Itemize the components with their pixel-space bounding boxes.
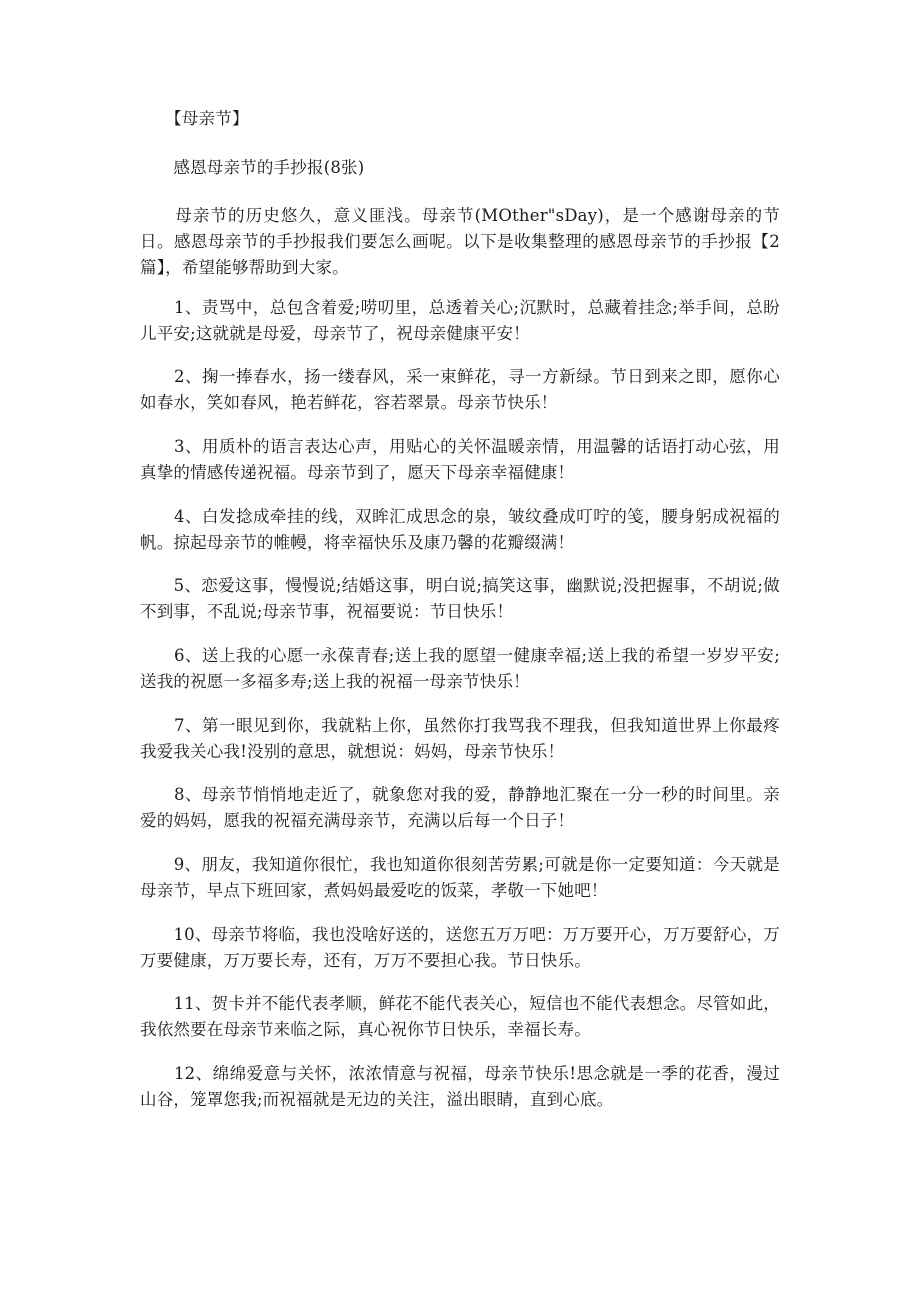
- list-item: 11、贺卡并不能代表孝顺，鲜花不能代表关心，短信也不能代表想念。尽管如此，我依然要在母亲节来临之际，真心祝你节日快乐，幸福长寿。: [140, 994, 780, 1039]
- list-item: 2、掬一捧春水，扬一缕春风，采一束鲜花，寻一方新绿。节日到来之即，愿你心如春水，笑如春风，艳若鲜花，容若翠景。母亲节快乐！: [140, 367, 780, 412]
- list-item: 10、母亲节将临，我也没啥好送的，送您五万万吧：万万要开心，万万要舒心，万万要健康，万万要长寿，还有，万万不要担心我。节日快乐。: [140, 925, 780, 970]
- list-item: 5、恋爱这事，慢慢说;结婚这事，明白说;搞笑这事，幽默说;没把握事，不胡说;做不到事，不乱说;母亲节事，祝福要说：节日快乐！: [140, 576, 780, 621]
- list-item: 9、朋友，我知道你很忙，我也知道你很刻苦劳累;可就是你一定要知道：今天就是母亲节，早点下班回家，煮妈妈最爱吃的饭菜，孝敬一下她吧！: [140, 855, 780, 900]
- document-heading: 【母亲节】: [140, 109, 249, 128]
- document-subtitle: 感恩母亲节的手抄报(8张): [140, 158, 365, 177]
- list-item: 7、第一眼见到你，我就粘上你，虽然你打我骂我不理我，但我知道世界上你最疼我爱我关心我!没别的意思，就想说：妈妈，母亲节快乐！: [140, 716, 780, 761]
- list-item: 6、送上我的心愿一永葆青春;送上我的愿望一健康幸福;送上我的希望一岁岁平安;送我的祝愿一多福多寿;送上我的祝福一母亲节快乐！: [140, 646, 780, 691]
- list-item: 3、用质朴的语言表达心声，用贴心的关怀温暖亲情，用温馨的话语打动心弦，用真挚的情感传递祝福。母亲节到了，愿天下母亲幸福健康！: [140, 437, 780, 482]
- list-item: 8、母亲节悄悄地走近了，就象您对我的爱，静静地汇聚在一分一秒的时间里。亲爱的妈妈，愿我的祝福充满母亲节，充满以后每一个日子！: [140, 785, 780, 830]
- intro-paragraph: 母亲节的历史悠久，意义匪浅。母亲节(MOther"sDay)，是一个感谢母亲的节日。感恩母亲节的手抄报我们要怎么画呢。以下是收集整理的感恩母亲节的手抄报【2篇】，希望能够帮助到大家。: [140, 206, 780, 277]
- list-item: 4、白发捻成牵挂的线，双眸汇成思念的泉，皱纹叠成叮咛的笺，腰身躬成祝福的帆。掠起母亲节的帷幔，将幸福快乐及康乃馨的花瓣缀满！: [140, 507, 780, 552]
- list-item: 12、绵绵爱意与关怀，浓浓情意与祝福，母亲节快乐!思念就是一季的花香，漫过山谷，笼罩您我;而祝福就是无边的关注，溢出眼睛，直到心底。: [140, 1064, 780, 1109]
- list-item: 1、责骂中，总包含着爱;唠叨里，总透着关心;沉默时，总藏着挂念;举手间，总盼儿平安;这就就是母爱，母亲节了，祝母亲健康平安！: [140, 298, 780, 343]
